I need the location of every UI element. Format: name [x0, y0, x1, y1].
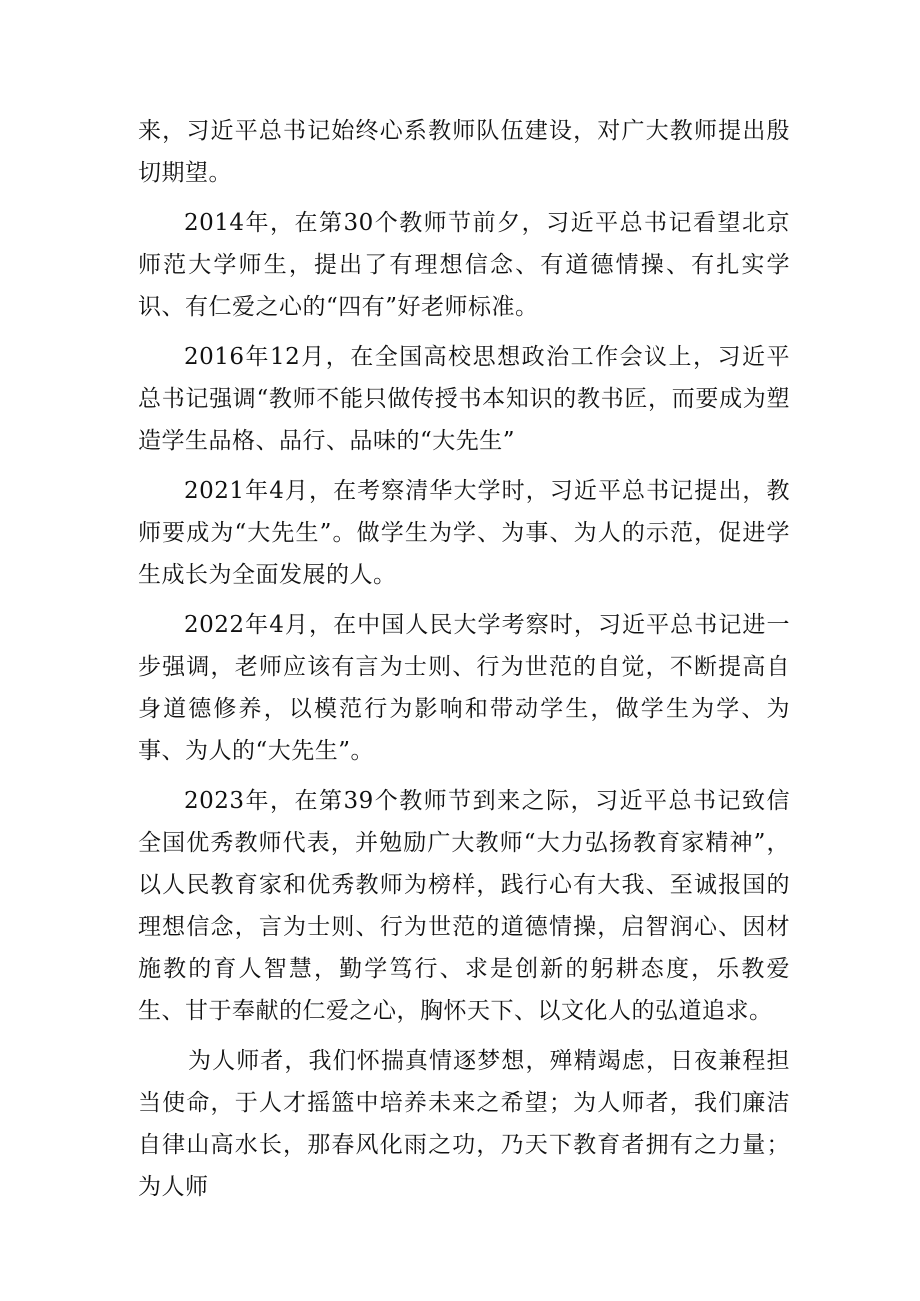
paragraph-2014: 2014年，在第30个教师节前夕，习近平总书记看望北京师范大学师生，提出了有理想信念、有道德情操、有扎实学识、有仁爱之心的“四有”好老师标准。: [138, 210, 790, 320]
paragraph-2021: 2021年4月，在考察清华大学时，习近平总书记提出，教师要成为“大先生”。做学生为学、为事、为人的示范，促进学生成长为全面发展的人。: [138, 478, 790, 588]
document-body: [138, 110, 790, 1216]
paragraph-2016: 2016年12月，在全国高校思想政治工作会议上，习近平总书记强调“教师不能只做传授书本知识的教书匠，而要成为塑造学生品格、品行、品味的“大先生”: [138, 344, 790, 454]
paragraph-continuation: 来，习近平总书记始终心系教师队伍建设，对广大教师提出殷切期望。: [138, 118, 790, 186]
paragraph-teachers: 为人师者，我们怀揣真情逐梦想，殚精竭虑，日夜兼程担当使命，于人才摇篮中培养未来之希望；为人师者，我们廉洁自律山高水长，那春风化雨之功，乃天下教育者拥有之力量；为人师: [138, 1048, 790, 1200]
paragraph-2022: 2022年4月，在中国人民大学考察时，习近平总书记进一步强调，老师应该有言为士则、行为世范的自觉，不断提高自身道德修养，以模范行为影响和带动学生，做学生为学、为事、为人的“大先生”。: [138, 612, 790, 764]
paragraph-2023: 2023年，在第39个教师节到来之际，习近平总书记致信全国优秀教师代表，并勉励广大教师“大力弘扬教育家精神”，以人民教育家和优秀教师为榜样，践行心有大我、至诚报国的理想信念，言为士则、行为世范的道德情操，启智润心、因材施教的育人智慧，勤学笃行、求是创新的躬耕态度，乐教爱生、甘于奉献的仁爱之心，胸怀天下、以文化人的弘道追求。: [138, 788, 790, 1024]
